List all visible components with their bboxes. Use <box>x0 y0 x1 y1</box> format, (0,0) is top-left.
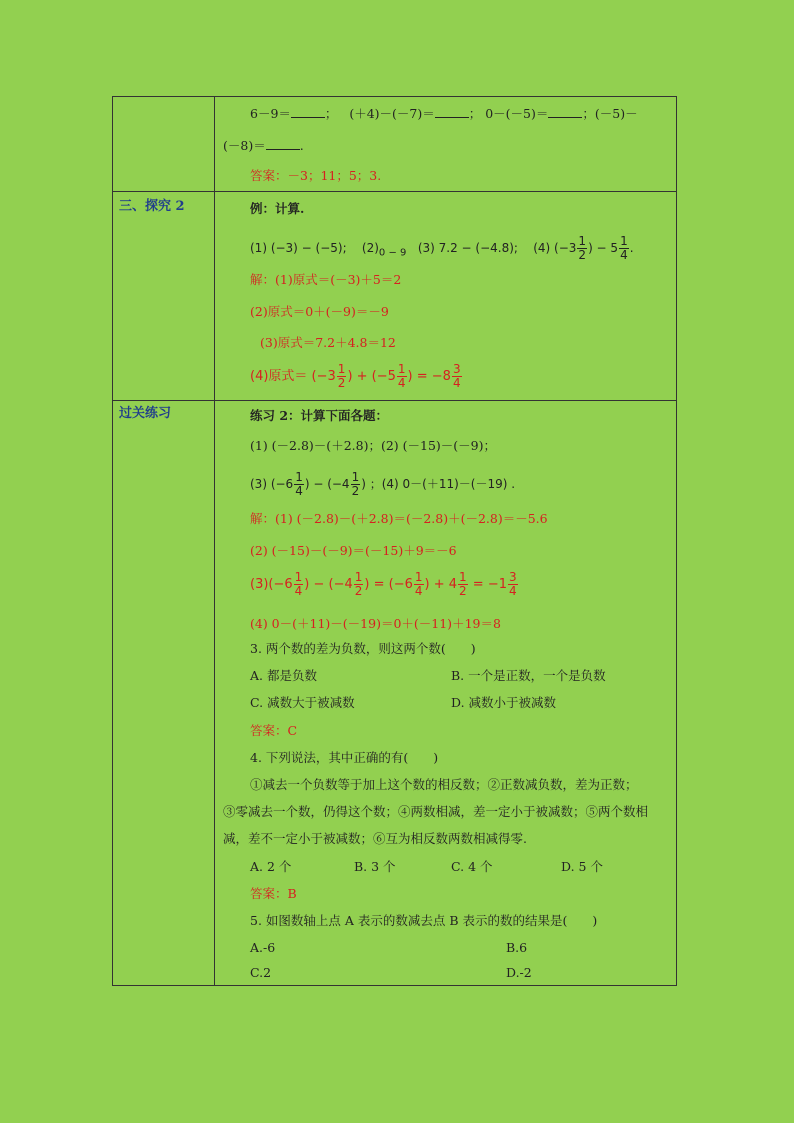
fill-blank-line-2: (－8)＝ . <box>223 138 304 153</box>
solution-3: (3)原式＝7.2＋4.8＝12 <box>260 335 396 350</box>
q4-statement-1: ①减去一个负数等于加上这个数的相反数；②正数减负数，差为正数； <box>250 777 638 792</box>
solution-1: 解：(1)原式＝(－3)＋5＝2 <box>250 272 402 287</box>
question-3: 3. 两个数的差为负数，则这两个数( ) <box>250 641 476 656</box>
practice-q1-q2: (1) (－2.8)－(＋2.8)；(2) (－15)－(－9)； <box>250 438 496 453</box>
row-divider <box>113 191 676 192</box>
solution-2: (2)原式＝0＋(－9)＝－9 <box>250 304 389 319</box>
practice-title: 练习 2：计算下面各题： <box>250 408 389 423</box>
q4-option-b: B. 3 个 <box>354 859 396 874</box>
example-questions: (1) (−3) − (−5); $(2)_{0 - 9}$ (3) 7.2 − (−4.8); (4) (−3 $\frac{1}{2}$ ) − 5 $\frac{1}{4}$ . <box>250 234 634 262</box>
q3-option-d: D. 减数小于被减数 <box>451 695 557 710</box>
q5-option-c: C.2 <box>250 965 272 980</box>
q3-option-a: A. 都是负数 <box>250 668 317 683</box>
column-divider <box>214 97 215 985</box>
example-title: 例：计算. <box>250 201 305 216</box>
lesson-table <box>112 96 677 986</box>
practice-q3-q4: (3) (−6 $\frac{1}{4}$ ) − (−4 $\frac{1}{2}$ ) ；(4) 0－(＋11)－(－19) . <box>250 470 516 498</box>
practice-solution-3: (3)(−6 $\frac{1}{4}$ ) − (−4 $\frac{1}{2}$ ) = (−6 $\frac{1}{4}$ ) + 4 $\frac{1}{2}$ = −1 $\frac{3}{4}$ <box>250 570 517 598</box>
solution-4: (4)原式＝ (−3 $\frac{1}{2}$ ) + (−5 $\frac{1}{4}$ ) = −8 $\frac{3}{4}$ <box>250 362 461 390</box>
q4-option-d: D. 5 个 <box>561 859 603 874</box>
q5-option-a: A.-6 <box>250 940 276 955</box>
q3-option-c: C. 减数大于被减数 <box>250 695 355 710</box>
question-4: 4. 下列说法，其中正确的有( ) <box>250 750 439 765</box>
q4-answer: 答案：B <box>250 886 297 901</box>
practice-solution-1: 解：(1) (－2.8)－(＋2.8)＝(－2.8)＋(－2.8)＝－5.6 <box>250 511 548 526</box>
q5-option-d: D.-2 <box>506 965 532 980</box>
q3-answer: 答案：C <box>250 723 298 738</box>
q5-option-b: B.6 <box>506 940 528 955</box>
q4-option-c: C. 4 个 <box>451 859 493 874</box>
q4-statement-2: ③零减去一个数，仍得这个数；④两数相减，差一定小于被减数；⑤两个数相 <box>223 804 649 819</box>
practice-solution-4: (4) 0－(＋11)－(－19)＝0＋(－11)＋19＝8 <box>250 616 501 631</box>
fill-blank-line-1: 6－9＝ ； (＋4)－(－7)＝ ； 0－(－5)＝ ；(－5)－ <box>250 106 638 121</box>
q4-option-a: A. 2 个 <box>250 859 292 874</box>
q4-statement-3: 减，差不一定小于被减数；⑥互为相反数两数相减得零. <box>223 831 527 846</box>
section-label-explore: 三、探究 2 <box>119 199 185 214</box>
row-divider <box>113 400 676 401</box>
answer-row1: 答案：－3；11；5；3. <box>250 168 382 183</box>
section-label-practice: 过关练习 <box>119 406 172 421</box>
question-5: 5. 如图数轴上点 A 表示的数减去点 B 表示的数的结果是( ) <box>250 913 598 928</box>
q3-option-b: B. 一个是正数，一个是负数 <box>451 668 606 683</box>
practice-solution-2: (2) (－15)－(－9)＝(－15)＋9＝－6 <box>250 543 457 558</box>
